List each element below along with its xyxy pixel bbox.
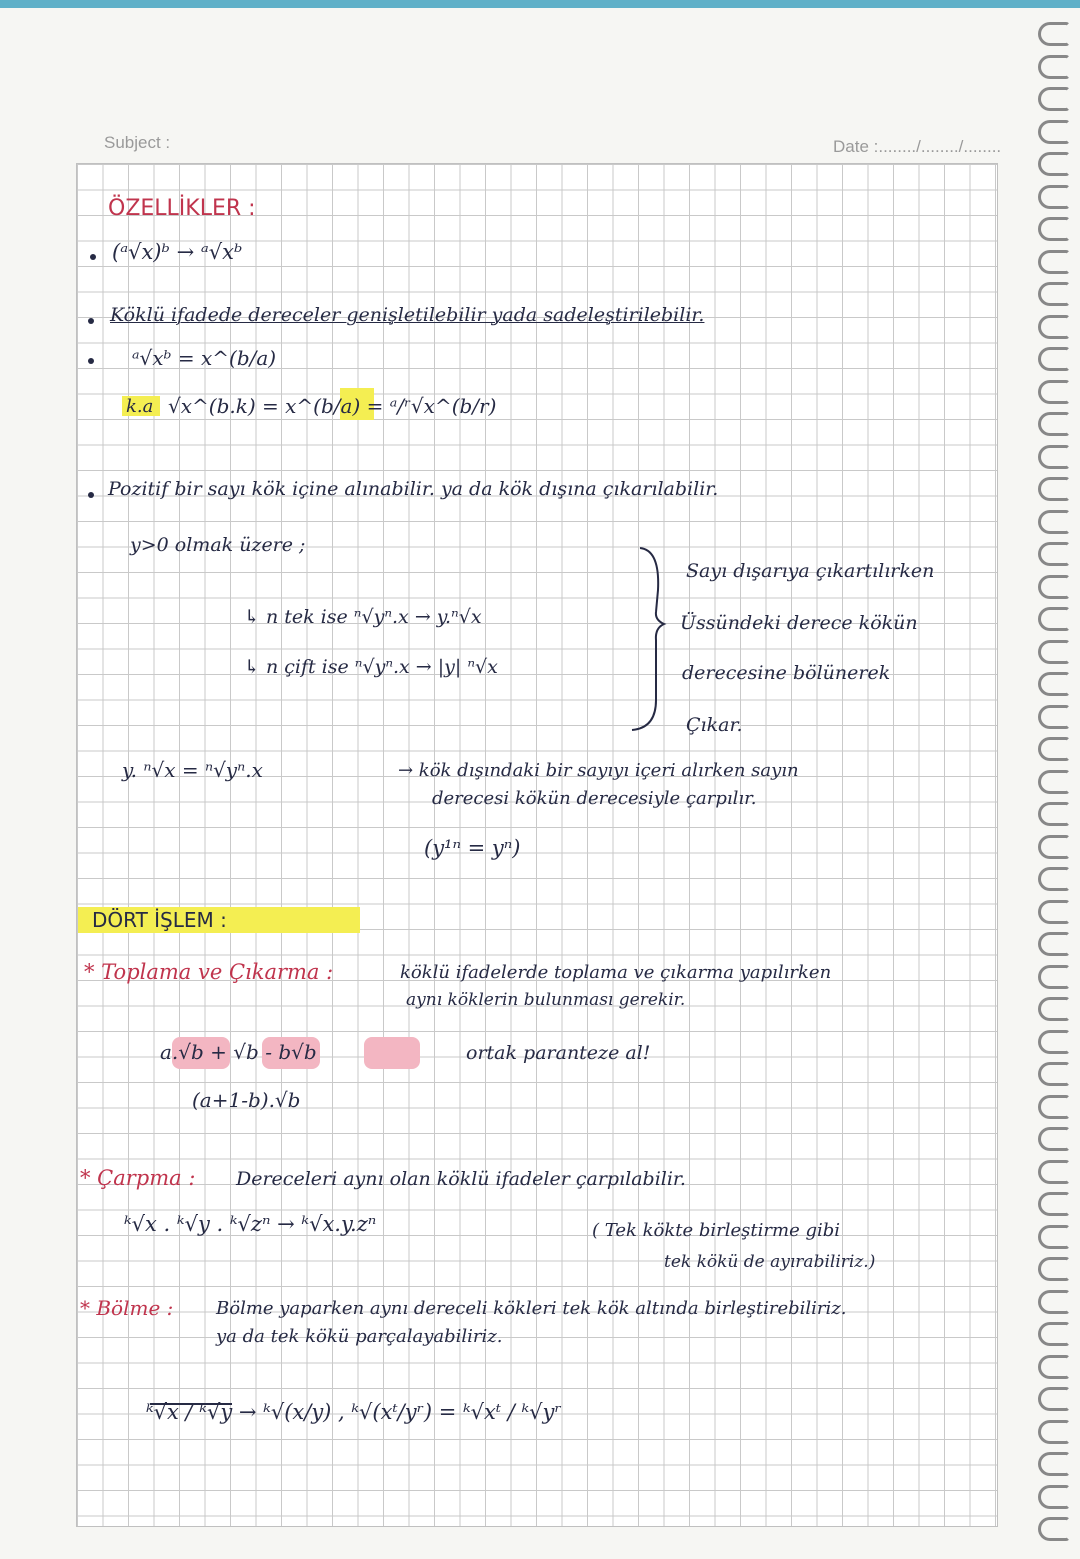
toplama-note-line: köklü ifadelerde toplama ve çıkarma yapılırken <box>400 962 832 983</box>
carpma-side-line: tek kökü de ayırabiliriz.) <box>664 1252 876 1272</box>
toplama-tip: ortak paranteze al! <box>466 1042 651 1064</box>
bolme-note-line: Bölme yaparken aynı dereceli kökleri tek kök altında birleştirebiliriz. <box>216 1298 847 1319</box>
inward-exponent: (y¹ⁿ = yⁿ) <box>424 836 521 860</box>
rule-2b-prefix: k.a <box>126 396 154 417</box>
date-label: Date :......../......../........ <box>833 137 1002 156</box>
inward-formula: y. ⁿ√x = ⁿ√yⁿ.x <box>122 758 263 782</box>
rule-2a-formula: ᵃ√xᵇ = x^(b/a) <box>132 346 277 370</box>
section-title-ozellikler: ÖZELLİKLER : <box>108 196 256 221</box>
case-even: ↳ n çift ise ⁿ√yⁿ.x → |y| ⁿ√x <box>244 656 498 678</box>
side-note-line: Üssündeki derece kökün <box>680 612 918 634</box>
toplama-example: a.√b + √b - b√b <box>160 1040 317 1064</box>
bolme-formula: ᵏ√x / ᵏ√y → ᵏ√(x/y) , ᵏ√(xᵗ/yʳ) = ᵏ√xᵗ / ᵏ√yʳ <box>146 1400 562 1424</box>
toplama-note-line: aynı köklerin bulunması gerekir. <box>406 990 686 1010</box>
side-note-line: Çıkar. <box>686 714 743 736</box>
subject-label: Subject : <box>104 133 171 152</box>
bolme-note-line: ya da tek kökü parçalayabiliriz. <box>216 1326 503 1347</box>
carpma-formula: ᵏ√x . ᵏ√y . ᵏ√zⁿ → ᵏ√x.y.zⁿ <box>124 1212 377 1236</box>
carpma-label: * Çarpma : <box>80 1166 196 1190</box>
condition-text: y>0 olmak üzere ; <box>130 534 306 556</box>
bolme-label: * Bölme : <box>80 1296 174 1320</box>
rule-1-formula: (ᵃ√x)ᵇ → ᵃ√xᵇ <box>112 240 243 264</box>
toplama-label: * Toplama ve Çıkarma : <box>84 960 334 984</box>
toplama-result: (a+1-b).√b <box>192 1088 301 1112</box>
rule-3-note: Pozitif bir sayı kök içine alınabilir. ya da kök dışına çıkarılabilir. <box>108 478 719 500</box>
rule-2-note: Köklü ifadede dereceler genişletilebilir yada sadeleştirilebilir. <box>110 304 705 326</box>
side-note-line: derecesine bölünerek <box>682 662 891 684</box>
inward-note-line: derecesi kökün derecesiyle çarpılır. <box>432 788 757 809</box>
section-title-dort-islem: DÖRT İŞLEM : <box>92 908 227 932</box>
carpma-note: Dereceleri aynı olan köklü ifadeler çarpılabilir. <box>236 1168 686 1190</box>
inward-note-line: → kök dışındaki bir sayıyı içeri alırken sayın <box>398 760 799 781</box>
carpma-side-line: ( Tek kökte birleştirme gibi <box>592 1220 841 1241</box>
case-odd: ↳ n tek ise ⁿ√yⁿ.x → y.ⁿ√x <box>244 606 482 628</box>
rule-2b-formula: √x^(b.k) = x^(b/a) = ᵃ/ʳ√x^(b/r) <box>168 394 497 418</box>
side-note-line: Sayı dışarıya çıkartılırken <box>686 560 935 582</box>
